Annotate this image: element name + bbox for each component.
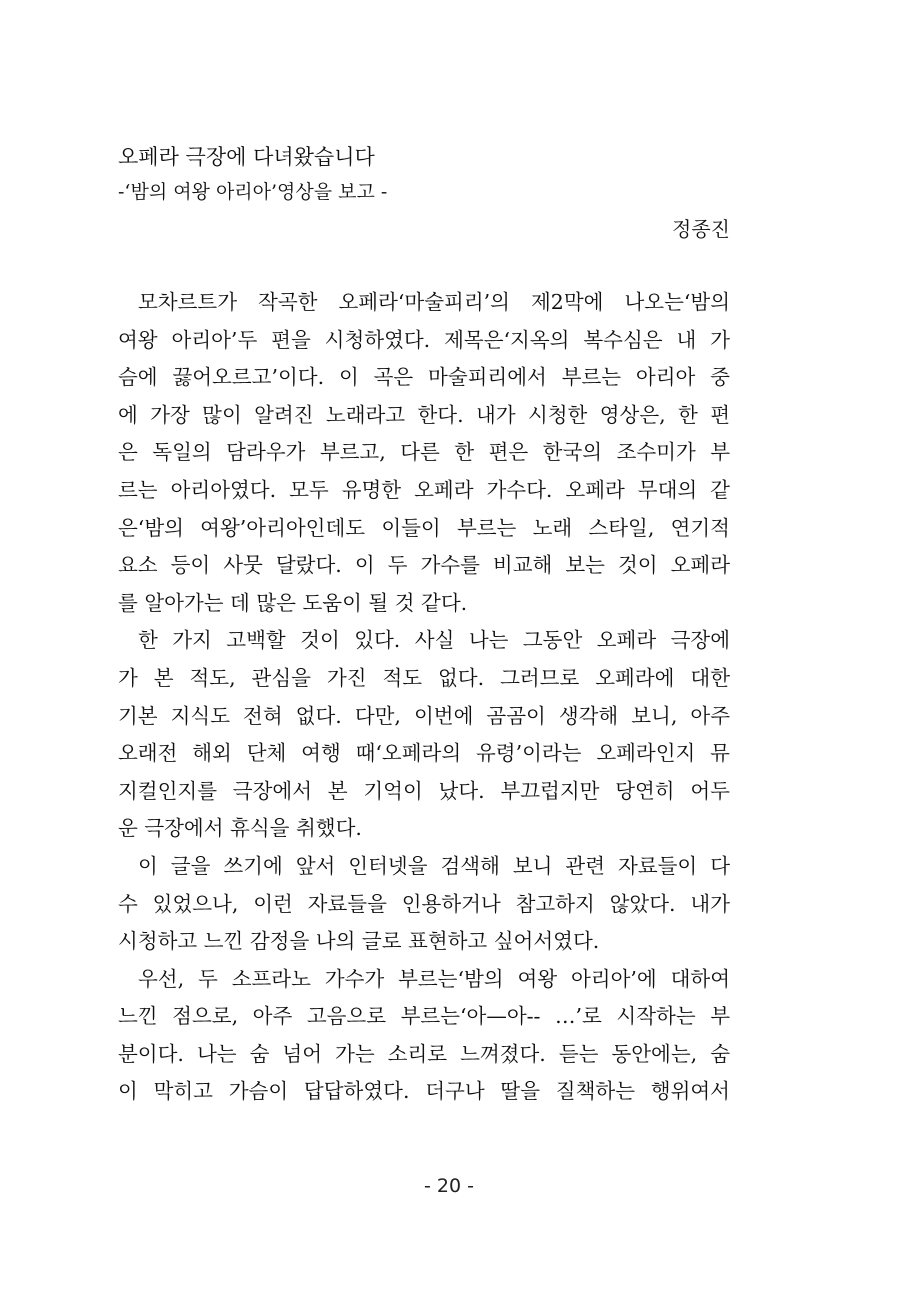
essay-title: 오페라 극장에 다녀왔습니다 <box>118 145 375 169</box>
body-line: 가 본 적도, 관심을 가진 적도 없다. 그러므로 오페라에 대한 <box>118 665 730 690</box>
body-line: 이 막히고 가슴이 답답하였다. 더구나 딸을 질책하는 행위여서 <box>118 1079 730 1104</box>
author-name: 정종진 <box>672 217 730 241</box>
body-line: 르는 아리아였다. 모두 유명한 오페라 가수다. 오페라 무대의 같 <box>118 477 730 502</box>
body-line: 은 독일의 담라우가 부르고, 다른 한 편은 한국의 조수미가 부 <box>118 440 730 465</box>
essay-subtitle: -‘밤의 여왕 아리아’영상을 보고 - <box>118 181 388 203</box>
body-line: 운 극장에서 휴식을 취했다. <box>118 816 362 841</box>
body-line: 를 알아가는 데 많은 도움이 될 것 같다. <box>118 590 468 615</box>
body-line: 시청하고 느낀 감정을 나의 글로 표현하고 싶어서였다. <box>118 929 600 954</box>
page-number: - 20 - <box>424 1175 474 1197</box>
body-line: 여왕 아리아’두 편을 시청하였다. 제목은‘지옥의 복수심은 내 가 <box>118 327 730 352</box>
body-line: 느낀 점으로, 아주 고음으로 부르는‘아—아-- …’로 시작하는 부 <box>118 1004 730 1029</box>
body-line: 한 가지 고백할 것이 있다. 사실 나는 그동안 오페라 극장에 <box>138 628 730 653</box>
body-line: 은‘밤의 여왕’아리아인데도 이들이 부르는 노래 스타일, 연기적 <box>118 515 730 540</box>
body-line: 분이다. 나는 숨 넘어 가는 소리로 느껴졌다. 듣는 동안에는, 숨 <box>118 1041 730 1066</box>
body-line: 오래전 해외 단체 여행 때‘오페라의 유령’이라는 오페라인지 뮤 <box>118 741 730 766</box>
body-line: 기본 지식도 전혀 없다. 다만, 이번에 곰곰이 생각해 보니, 아주 <box>118 703 730 728</box>
body-line: 우선, 두 소프라노 가수가 부르는‘밤의 여왕 아리아’에 대하여 <box>138 966 730 991</box>
body-line: 에 가장 많이 알려진 노래라고 한다. 내가 시청한 영상은, 한 편 <box>118 402 730 427</box>
body-line: 모차르트가 작곡한 오페라‘마술피리’의 제2막에 나오는‘밤의 <box>138 290 730 314</box>
essay-body <box>118 284 730 1111</box>
body-line: 지컬인지를 극장에서 본 기억이 났다. 부끄럽지만 당연히 어두 <box>118 778 730 803</box>
body-line: 요소 등이 사뭇 달랐다. 이 두 가수를 비교해 보는 것이 오페라 <box>118 553 730 578</box>
body-line: 수 있었으나, 이런 자료들을 인용하거나 참고하지 않았다. 내가 <box>118 891 730 916</box>
body-line: 이 글을 쓰기에 앞서 인터넷을 검색해 보니 관련 자료들이 다 <box>138 853 730 878</box>
body-line: 슴에 끓어오르고’이다. 이 곡은 마술피리에서 부르는 아리아 중 <box>118 365 730 390</box>
